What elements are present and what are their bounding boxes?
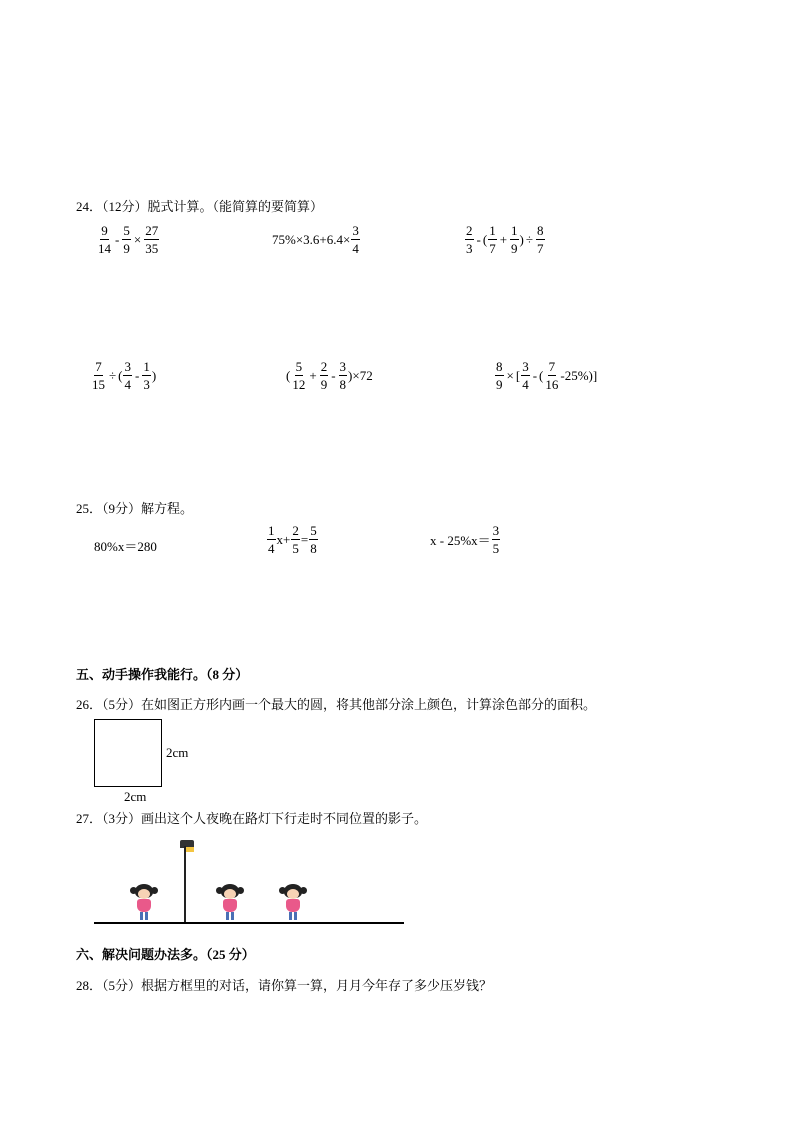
girl-figure-1: [132, 884, 156, 922]
fraction: $\frac{3}{5}$: [492, 523, 500, 556]
section6-heading: 六、解决问题办法多。（25 分）: [76, 947, 255, 962]
fraction: $\frac{1}{4}$: [268, 523, 275, 556]
q25-eq-3: x - 25%x＝ $\frac{3}{5}$: [430, 523, 500, 556]
fraction: $\frac{3}{4}$: [352, 223, 359, 256]
q24-title: 24．（12分）脱式计算。（能简算的要简算）: [76, 199, 324, 214]
q24-expr-5: ( $\frac{5}{12}$ + $\frac{2}{9}$ - $\frac{3}{8}$ ) ×72: [286, 359, 373, 392]
fraction: $\frac{1}{3}$: [143, 359, 150, 392]
q25-eq-1: 80%x＝280: [94, 539, 157, 554]
fraction: $\frac{5}{8}$: [310, 523, 317, 556]
fraction: $\frac{5}{9}$: [123, 223, 130, 256]
fraction: $\frac{5}{12}$: [292, 359, 306, 392]
fraction: $\frac{1}{9}$: [511, 223, 518, 256]
girl-figure-2: [218, 884, 242, 922]
q26-title: 26．（5分）在如图正方形内画一个最大的圆，将其他部分涂上颜色，计算涂色部分的面积。: [76, 697, 597, 712]
ground-line: [94, 922, 404, 924]
q24-expr-6: $\frac{8}{9}$ × [ $\frac{3}{4}$ - ( $\frac{7}{16}$ -25% ) ]: [496, 359, 598, 392]
square-side-label: 2cm: [166, 745, 189, 760]
square-figure: [94, 719, 162, 787]
section5-heading: 五、动手操作我能行。（8 分）: [76, 667, 249, 682]
fraction: $\frac{3}{4}$: [522, 359, 529, 392]
fraction: $\frac{2}{3}$: [466, 223, 473, 256]
fraction: $\frac{8}{7}$: [537, 223, 544, 256]
q24-expr-1: $\frac{9}{14}$ - $\frac{5}{9}$ × $\frac{27}{35}$: [98, 223, 159, 256]
fraction: $\frac{8}{9}$: [496, 359, 503, 392]
q25-title: 25．（9分）解方程。: [76, 501, 194, 516]
lamp-light: [186, 847, 194, 852]
fraction: $\frac{2}{5}$: [292, 523, 299, 556]
fraction: $\frac{27}{35}$: [145, 223, 159, 256]
fraction: $\frac{2}{9}$: [320, 359, 328, 392]
fraction: $\frac{7}{16}$: [545, 359, 559, 392]
fraction: $\frac{7}{15}$: [92, 359, 105, 392]
fraction: $\frac{3}{4}$: [124, 359, 131, 392]
street-lamp-pole: [184, 846, 186, 922]
q25-eq-2: $\frac{1}{4}$ x + $\frac{2}{5}$ = $\frac{5}{8}$: [268, 523, 317, 556]
fraction: $\frac{3}{8}$: [339, 359, 347, 392]
fraction: $\frac{9}{14}$: [98, 223, 111, 256]
girl-figure-3: [281, 884, 305, 922]
q27-title: 27．（3分）画出这个人夜晚在路灯下行走时不同位置的影子。: [76, 811, 428, 826]
q28-title: 28．（5分）根据方框里的对话，请你算一算，月月今年存了多少压岁钱？: [76, 978, 493, 993]
q24-expr-4: $\frac{7}{15}$ ÷ ( $\frac{3}{4}$ - $\frac{1}{3}$ ): [92, 359, 157, 392]
q24-expr-3: $\frac{2}{3}$ - ( $\frac{1}{7}$ + $\frac{1}{9}$ ) ÷ $\frac{8}{7}$: [466, 223, 544, 256]
square-bottom-label: 2cm: [124, 789, 147, 804]
q24-expr-2: 75%×3.6+6.4× $\frac{3}{4}$: [272, 223, 359, 256]
fraction: $\frac{1}{7}$: [489, 223, 496, 256]
